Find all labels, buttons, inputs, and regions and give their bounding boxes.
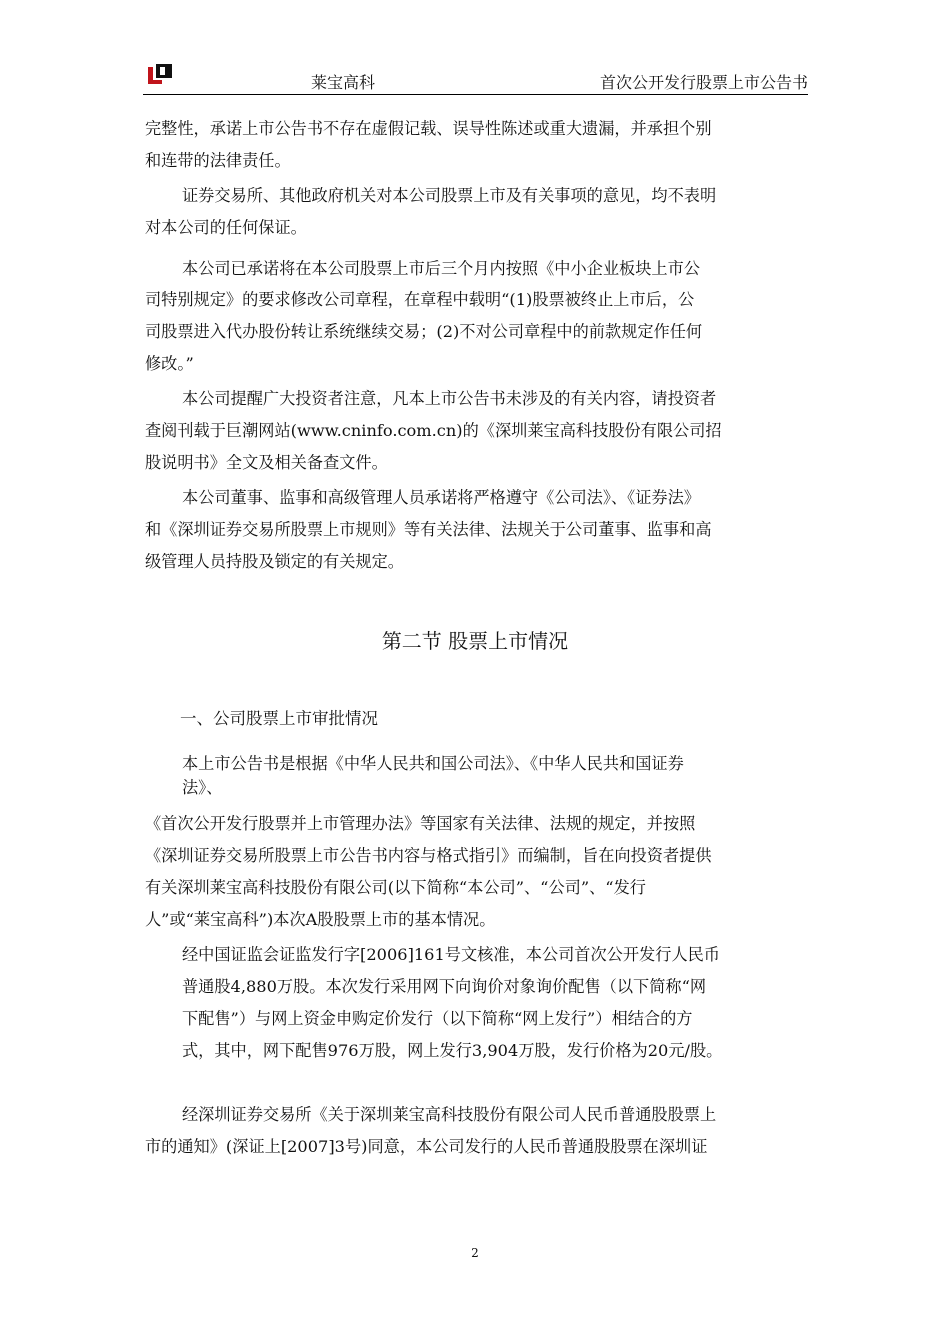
body-line: 本上市公告书是根据《中华人民共和国公司法》、《中华人民共和国证券 [182,754,684,773]
body-line: 和《深圳证券交易所股票上市规则》等有关法律、法规关于公司董事、监事和高 [145,520,712,539]
body-line: 司股票进入代办股份转让系统继续交易；(2)不对公司章程中的前款规定作任何 [145,322,703,341]
body-line: 《首次公开发行股票并上市管理办法》等国家有关法律、法规的规定，并按照 [145,814,696,833]
body-line: 本公司提醒广大投资者注意，凡本上市公告书未涉及的有关内容，请投资者 [182,389,717,408]
page-header [143,62,808,95]
header-document-title: 首次公开发行股票上市公告书 [599,73,808,92]
body-line: 修改。” [145,354,194,373]
body-line: 查阅刊载于巨潮网站(www.cninfo.com.cn)的《深圳莱宝高科技股份有限公司招 [145,421,722,440]
body-line: 式，其中，网下配售976万股，网上发行3,904万股，发行价格为20元/股。 [182,1041,723,1060]
body-line: 下配售”）与网上资金申购定价发行（以下简称“网上发行”）相结合的方 [182,1009,693,1028]
body-line: 对本公司的任何保证。 [145,218,307,237]
body-line: 普通股4,880万股。本次发行采用网下向询价对象询价配售（以下简称“网 [182,977,707,996]
body-line: 和连带的法律责任。 [145,151,291,170]
body-line: 证券交易所、其他政府机关对本公司股票上市及有关事项的意见，均不表明 [182,186,717,205]
body-line: 经深圳证券交易所《关于深圳莱宝高科技股份有限公司人民币普通股股票上 [182,1105,717,1124]
body-line: 股说明书》全文及相关备查文件。 [145,453,388,472]
body-line: 级管理人员持股及锁定的有关规定。 [145,552,404,571]
header-company-name: 莱宝高科 [311,73,376,92]
body-line: 有关深圳莱宝高科技股份有限公司(以下简称“本公司”、“公司”、“发行 [145,878,646,897]
body-line: 人”或“莱宝高科”)本次A股股票上市的基本情况。 [145,910,496,929]
body-line: 本公司董事、监事和高级管理人员承诺将严格遵守《公司法》、《证券法》 [182,488,700,507]
body-line: 司特别规定》的要求修改公司章程，在章程中载明“(1)股票被终止上市后，公 [145,290,695,309]
body-line: 法》、 [182,778,223,797]
body-line: 《深圳证券交易所股票上市公告书内容与格式指引》而编制，旨在向投资者提供 [145,846,712,865]
body-line: 本公司已承诺将在本公司股票上市后三个月内按照《中小企业板块上市公 [182,259,700,278]
subsection-title: 一、公司股票上市审批情况 [180,709,378,728]
page-number: 2 [471,1246,479,1260]
body-line: 经中国证监会证监发行字[2006]161号文核准，本公司首次公开发行人民币 [182,945,720,964]
body-line: 市的通知》(深证上[2007]3号)同意，本公司发行的人民币普通股股票在深圳证 [145,1137,708,1156]
section-title: 第二节 股票上市情况 [381,629,569,653]
body-line: 完整性，承诺上市公告书不存在虚假记载、误导性陈述或重大遗漏，并承担个别 [145,119,712,138]
company-logo-icon [148,64,172,86]
